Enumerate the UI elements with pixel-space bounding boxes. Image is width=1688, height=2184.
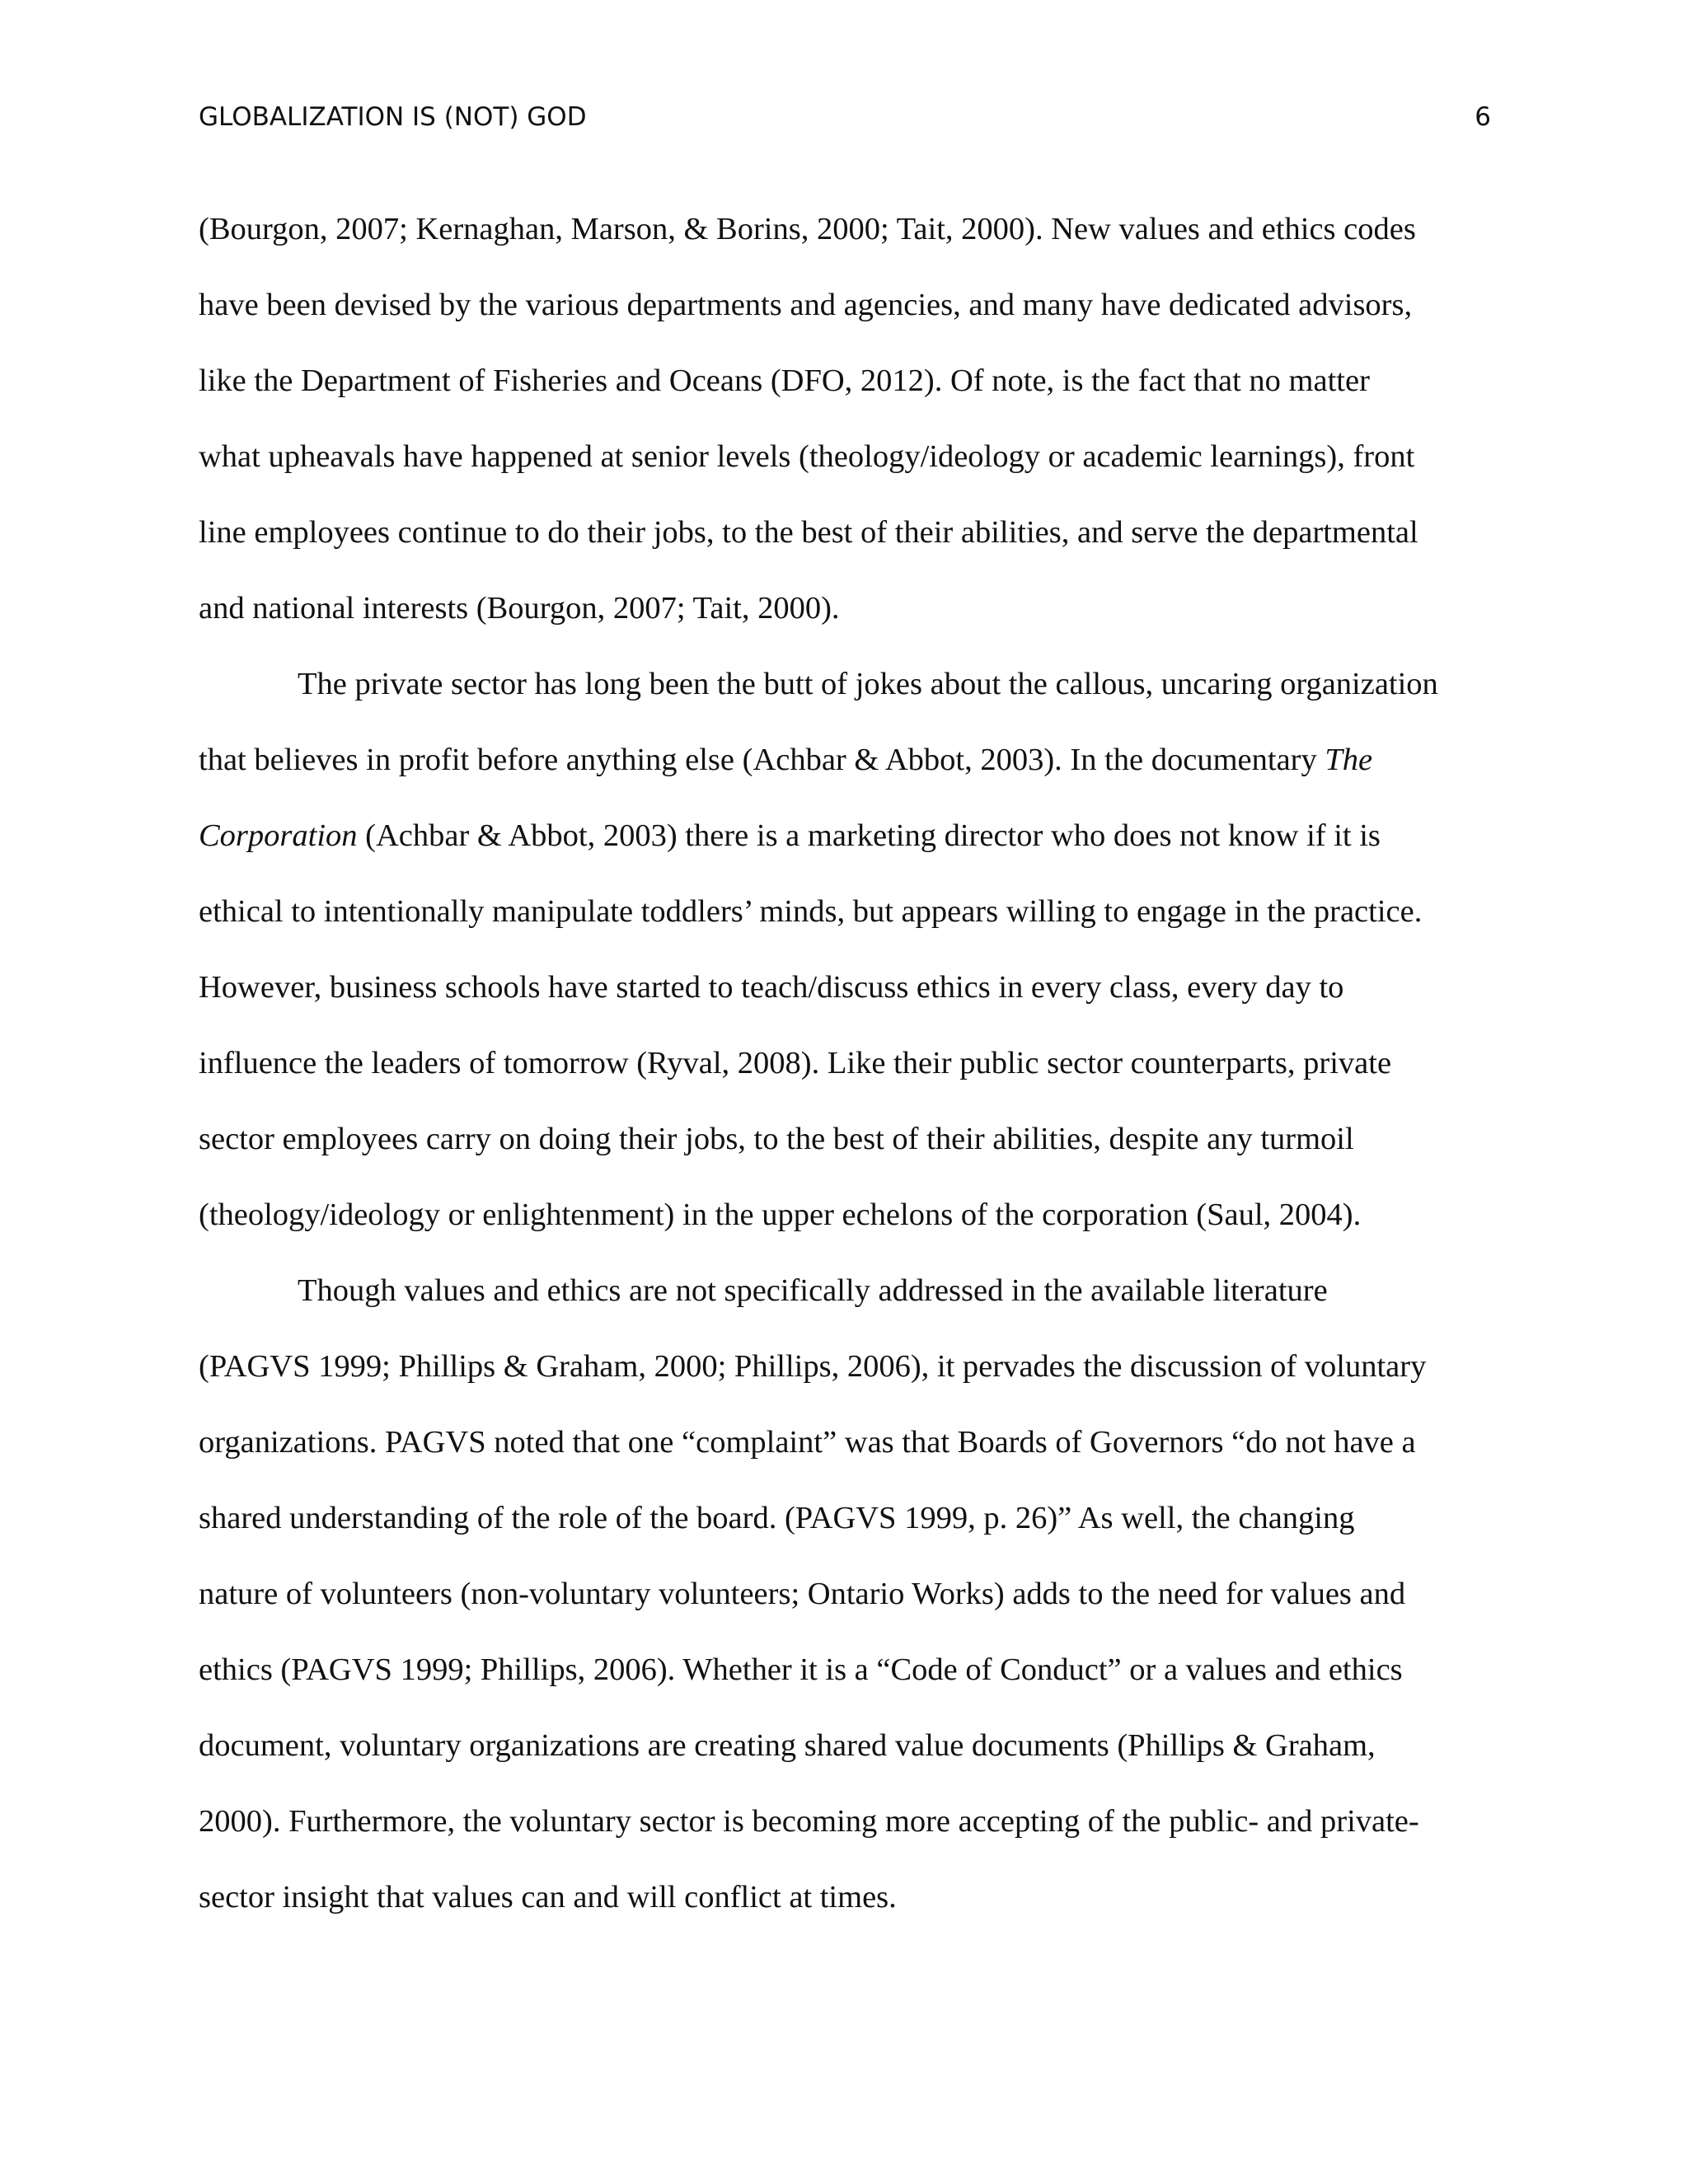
text-run: that believes in profit before anything else (Achbar & Abbot, 2003). In the documentary (199, 743, 1325, 777)
page-number: 6 (1475, 102, 1491, 132)
text-line: 2000). Furthermore, the voluntary sector is becoming more accepting of the public- and private- (199, 1804, 1419, 1839)
body-text (199, 191, 1491, 1935)
text-line: (Bourgon, 2007; Kernaghan, Marson, & Borins, 2000; Tait, 2000). New values and ethics codes (199, 212, 1416, 246)
text-line: what upheavals have happened at senior levels (theology/ideology or academic learnings), front (199, 439, 1415, 474)
italic-title: Corporation (199, 818, 358, 853)
text-line (199, 722, 1491, 798)
text-line: (PAGVS 1999; Phillips & Graham, 2000; Phillips, 2006), it pervades the discussion of voluntary (199, 1349, 1427, 1384)
paragraph-first-line: The private sector has long been the butt of jokes about the callous, uncaring organization (298, 667, 1438, 701)
text-line: nature of volunteers (non-voluntary volunteers; Ontario Works) adds to the need for values and (199, 1577, 1406, 1611)
text-line: have been devised by the various departments and agencies, and many have dedicated advisors, (199, 288, 1413, 322)
text-line: sector insight that values can and will conflict at times. (199, 1880, 897, 1915)
text-line: like the Department of Fisheries and Oceans (DFO, 2012). Of note, is the fact that no matter (199, 363, 1370, 398)
text-line: However, business schools have started to teach/discuss ethics in every class, every day to (199, 970, 1344, 1005)
text-line: ethics (PAGVS 1999; Phillips, 2006). Whether it is a “Code of Conduct” or a values and ethics (199, 1652, 1403, 1687)
text-run: (Achbar & Abbot, 2003) there is a marketing director who does not know if it is (357, 818, 1381, 853)
text-line: influence the leaders of tomorrow (Ryval, 2008). Like their public sector counterparts, private (199, 1046, 1392, 1080)
italic-title: The (1325, 743, 1373, 777)
running-title: GLOBALIZATION IS (NOT) GOD (199, 102, 587, 132)
text-line: sector employees carry on doing their jobs, to the best of their abilities, despite any turmoil (199, 1122, 1354, 1156)
paragraph-first-line: Though values and ethics are not specifically addressed in the available literature (298, 1273, 1328, 1308)
text-line: line employees continue to do their jobs, to the best of their abilities, and serve the departmental (199, 515, 1418, 550)
text-line: and national interests (Bourgon, 2007; Tait, 2000). (199, 591, 840, 626)
text-line: (theology/ideology or enlightenment) in the upper echelons of the corporation (Saul, 2004). (199, 1197, 1362, 1232)
text-line: shared understanding of the role of the board. (PAGVS 1999, p. 26)” As well, the changing (199, 1501, 1355, 1535)
text-line: organizations. PAGVS noted that one “complaint” was that Boards of Governors “do not have a (199, 1425, 1416, 1460)
text-line: ethical to intentionally manipulate toddlers’ minds, but appears willing to engage in the practice. (199, 894, 1423, 929)
text-line: document, voluntary organizations are creating shared value documents (Phillips & Graham, (199, 1728, 1376, 1763)
running-head (199, 97, 1491, 137)
text-line (199, 798, 1491, 874)
